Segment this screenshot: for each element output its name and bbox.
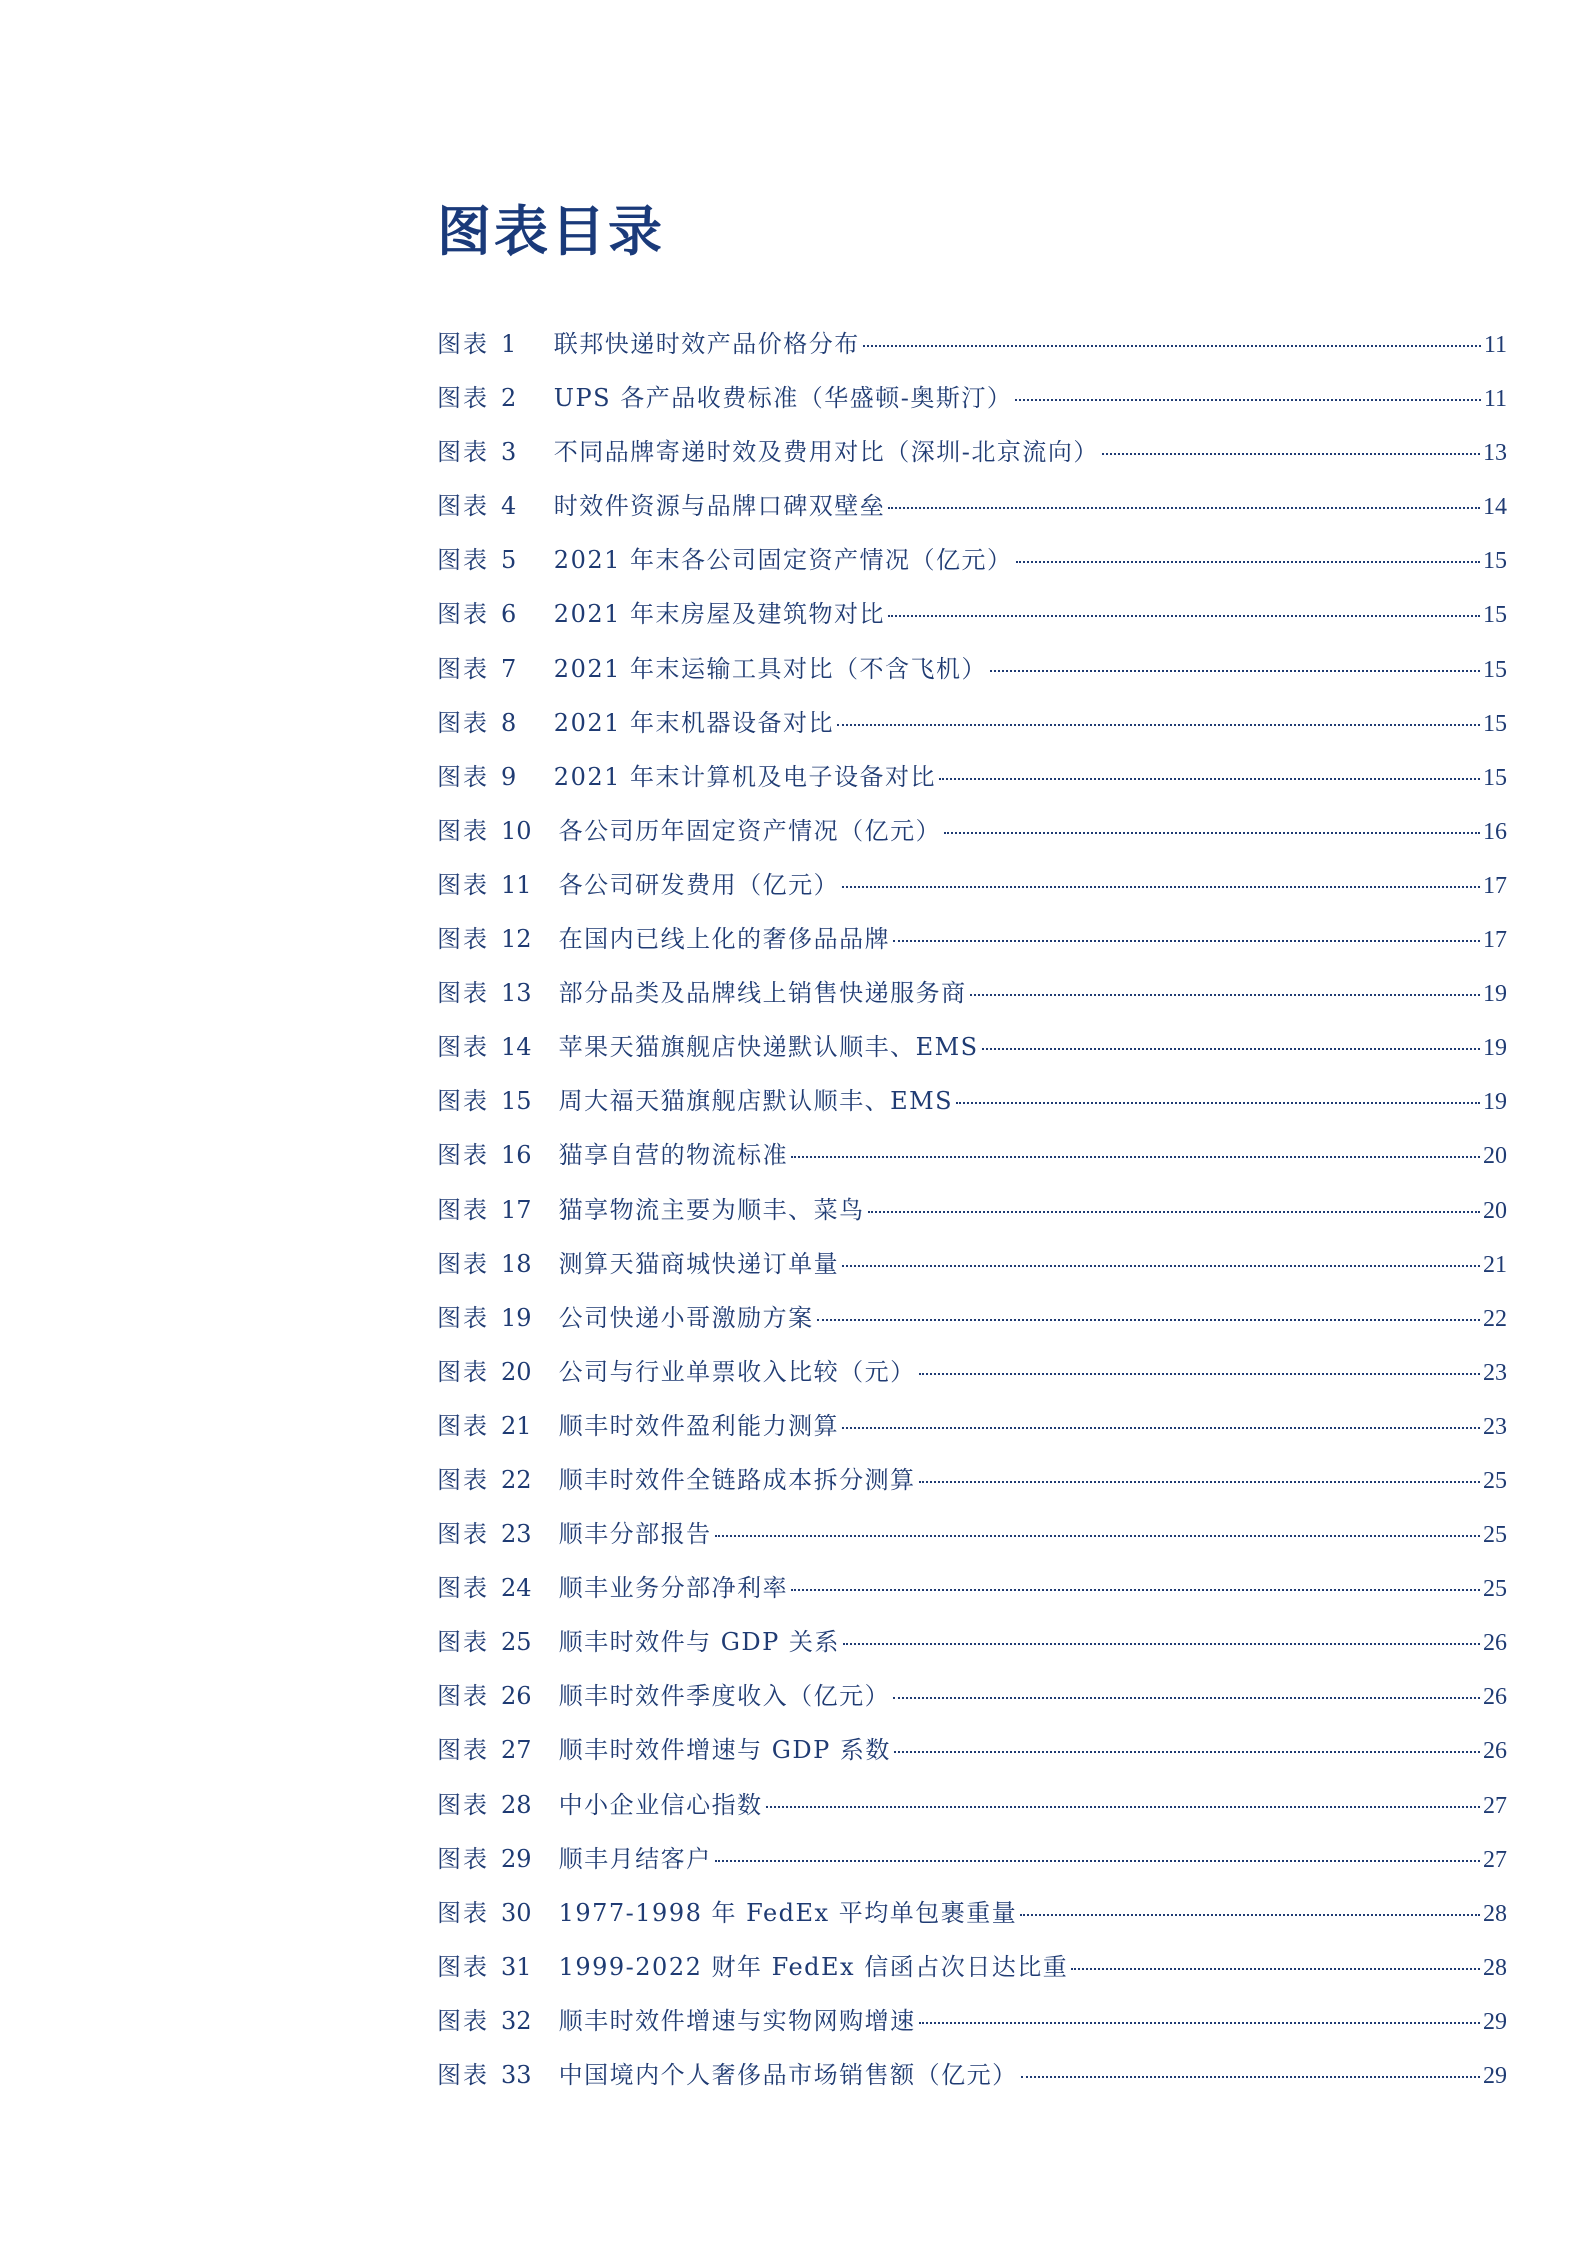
entry-page-number: 23 xyxy=(1483,1413,1507,1440)
toc-entry[interactable] xyxy=(437,378,1507,432)
entry-label: 图表 xyxy=(437,1249,489,1278)
entry-label: 图表 xyxy=(437,708,489,737)
entry-number: 9 xyxy=(501,762,517,791)
entry-label: 图表 xyxy=(437,1790,489,1819)
toc-entry[interactable] xyxy=(437,324,1507,378)
entry-number: 12 xyxy=(501,925,532,954)
toc-entry[interactable] xyxy=(437,865,1507,919)
toc-entry[interactable] xyxy=(437,2055,1507,2109)
entry-title: 苹果天猫旗舰店快递默认顺丰、EMS xyxy=(558,1033,979,1062)
entry-label: 图表 xyxy=(437,1574,489,1603)
entry-page-number: 21 xyxy=(1483,1251,1507,1278)
entry-number: 20 xyxy=(501,1357,532,1386)
toc-entry[interactable] xyxy=(437,1676,1507,1730)
dot-leader xyxy=(956,1102,1480,1104)
entry-title: 部分品类及品牌线上销售快递服务商 xyxy=(558,979,967,1008)
entry-number: 14 xyxy=(501,1033,532,1062)
entry-label: 图表 xyxy=(437,1087,489,1116)
entry-number: 4 xyxy=(501,492,517,521)
entry-number: 6 xyxy=(501,600,517,629)
entry-page-number: 15 xyxy=(1483,602,1507,629)
toc-entry[interactable] xyxy=(437,1081,1507,1135)
toc-entry[interactable] xyxy=(437,757,1507,811)
entry-number: 2 xyxy=(501,384,517,413)
entry-title: 时效件资源与品牌口碑双壁垒 xyxy=(553,492,886,521)
dot-leader xyxy=(919,2022,1480,2024)
entry-title: 猫享物流主要为顺丰、菜鸟 xyxy=(558,1195,865,1224)
toc-entry[interactable] xyxy=(437,1406,1507,1460)
entry-title: 顺丰业务分部净利率 xyxy=(558,1574,789,1603)
entry-label: 图表 xyxy=(437,1736,489,1765)
entry-page-number: 11 xyxy=(1483,332,1507,358)
toc-entry[interactable] xyxy=(437,1298,1507,1352)
dot-leader xyxy=(888,507,1480,509)
entry-title: 顺丰分部报告 xyxy=(558,1520,712,1549)
entry-title: 1977-1998 年 FedEx 平均单包裹重量 xyxy=(558,1898,1018,1927)
entry-title: 各公司历年固定资产情况（亿元） xyxy=(558,816,942,845)
entry-label: 图表 xyxy=(437,1628,489,1657)
dot-leader xyxy=(944,832,1480,834)
entry-page-number: 19 xyxy=(1483,1035,1507,1062)
dot-leader xyxy=(842,1265,1480,1267)
entry-page-number: 26 xyxy=(1483,1630,1507,1657)
dot-leader xyxy=(970,994,1480,996)
entry-number: 27 xyxy=(501,1736,532,1765)
entry-label: 图表 xyxy=(437,1952,489,1981)
dot-leader xyxy=(919,1373,1480,1375)
entry-page-number: 26 xyxy=(1483,1738,1507,1765)
entry-title: 各公司研发费用（亿元） xyxy=(558,870,840,899)
entry-number: 28 xyxy=(501,1790,532,1819)
entry-label: 图表 xyxy=(437,330,489,358)
entry-label: 图表 xyxy=(437,816,489,845)
entry-title: 2021 年末各公司固定资产情况（亿元） xyxy=(553,546,1013,575)
toc-entry[interactable] xyxy=(437,919,1507,973)
dot-leader xyxy=(893,940,1480,942)
entry-title: 公司与行业单票收入比较（元） xyxy=(558,1357,916,1386)
entry-number: 26 xyxy=(501,1682,532,1711)
dot-leader xyxy=(888,615,1480,617)
dot-leader xyxy=(766,1806,1480,1808)
entry-page-number: 15 xyxy=(1483,764,1507,791)
entry-title: 顺丰时效件全链路成本拆分测算 xyxy=(558,1465,916,1494)
entry-number: 33 xyxy=(501,2061,532,2089)
dot-leader xyxy=(817,1319,1480,1321)
entry-page-number: 16 xyxy=(1483,818,1507,845)
entry-page-number: 19 xyxy=(1483,981,1507,1008)
entry-page-number: 17 xyxy=(1483,927,1507,954)
entry-number: 22 xyxy=(501,1465,532,1494)
entry-number: 32 xyxy=(501,2006,532,2035)
entry-page-number: 15 xyxy=(1483,656,1507,683)
entry-label: 图表 xyxy=(437,1357,489,1386)
entry-number: 1 xyxy=(501,330,517,358)
dot-leader xyxy=(715,1860,1480,1862)
entry-title: 2021 年末机器设备对比 xyxy=(553,708,835,737)
toc-entry[interactable] xyxy=(437,594,1507,648)
toc-entry[interactable] xyxy=(437,1622,1507,1676)
dot-leader xyxy=(1020,1914,1480,1916)
entry-label: 图表 xyxy=(437,870,489,899)
dot-leader xyxy=(894,1751,1480,1753)
entry-number: 13 xyxy=(501,979,532,1008)
entry-number: 23 xyxy=(501,1520,532,1549)
entry-title: 联邦快递时效产品价格分布 xyxy=(553,330,860,358)
entry-label: 图表 xyxy=(437,2006,489,2035)
dot-leader xyxy=(919,1481,1480,1483)
entry-page-number: 11 xyxy=(1483,386,1507,413)
entry-label: 图表 xyxy=(437,762,489,791)
entry-title: 不同品牌寄递时效及费用对比（深圳-北京流向） xyxy=(553,438,1099,467)
dot-leader xyxy=(1021,2076,1480,2078)
toc-entry[interactable] xyxy=(437,703,1507,757)
toc-entry[interactable] xyxy=(437,1785,1507,1839)
entry-page-number: 15 xyxy=(1483,710,1507,737)
entry-title: 顺丰时效件增速与 GDP 系数 xyxy=(558,1736,891,1765)
entry-page-number: 13 xyxy=(1483,440,1507,467)
figure-list xyxy=(437,324,1507,2109)
entry-label: 图表 xyxy=(437,1411,489,1440)
entry-label: 图表 xyxy=(437,1898,489,1927)
toc-entry[interactable] xyxy=(437,1514,1507,1568)
toc-entry[interactable] xyxy=(437,973,1507,1027)
dot-leader xyxy=(837,724,1480,726)
entry-number: 17 xyxy=(501,1195,532,1224)
dot-leader xyxy=(990,670,1480,672)
entry-number: 15 xyxy=(501,1087,532,1116)
toc-entry[interactable] xyxy=(437,1135,1507,1189)
entry-page-number: 29 xyxy=(1483,2063,1507,2089)
toc-entry[interactable] xyxy=(437,1244,1507,1298)
entry-number: 25 xyxy=(501,1628,532,1657)
entry-page-number: 25 xyxy=(1483,1522,1507,1549)
entry-number: 19 xyxy=(501,1303,532,1332)
entry-number: 30 xyxy=(501,1898,532,1927)
entry-page-number: 27 xyxy=(1483,1846,1507,1873)
dot-leader xyxy=(1015,399,1481,401)
entry-page-number: 20 xyxy=(1483,1143,1507,1170)
entry-page-number: 26 xyxy=(1483,1684,1507,1711)
entry-page-number: 17 xyxy=(1483,872,1507,899)
page-title: 图表目录 xyxy=(437,200,665,263)
entry-number: 31 xyxy=(501,1952,532,1981)
entry-label: 图表 xyxy=(437,2061,489,2089)
entry-number: 21 xyxy=(501,1411,532,1440)
entry-label: 图表 xyxy=(437,1682,489,1711)
toc-entry[interactable] xyxy=(437,1730,1507,1784)
entry-number: 16 xyxy=(501,1141,532,1170)
entry-title: 2021 年末运输工具对比（不含飞机） xyxy=(553,654,988,683)
entry-label: 图表 xyxy=(437,438,489,467)
entry-title: 公司快递小哥激励方案 xyxy=(558,1303,814,1332)
entry-number: 5 xyxy=(501,546,517,575)
dot-leader xyxy=(842,886,1480,888)
entry-label: 图表 xyxy=(437,600,489,629)
entry-page-number: 19 xyxy=(1483,1089,1507,1116)
entry-label: 图表 xyxy=(437,1033,489,1062)
toc-entry[interactable] xyxy=(437,2001,1507,2055)
entry-title: 猫享自营的物流标准 xyxy=(558,1141,789,1170)
entry-title: UPS 各产品收费标准（华盛顿-奥斯汀） xyxy=(553,384,1013,413)
entry-title: 顺丰月结客户 xyxy=(558,1844,712,1873)
entry-number: 8 xyxy=(501,708,517,737)
entry-label: 图表 xyxy=(437,546,489,575)
dot-leader xyxy=(868,1211,1480,1213)
entry-number: 3 xyxy=(501,438,517,467)
entry-label: 图表 xyxy=(437,1195,489,1224)
entry-title: 测算天猫商城快递订单量 xyxy=(558,1249,840,1278)
entry-page-number: 14 xyxy=(1483,494,1507,521)
entry-label: 图表 xyxy=(437,1465,489,1494)
dot-leader xyxy=(843,1643,1480,1645)
entry-page-number: 29 xyxy=(1483,2008,1507,2035)
entry-title: 顺丰时效件增速与实物网购增速 xyxy=(558,2006,916,2035)
entry-page-number: 28 xyxy=(1483,1954,1507,1981)
entry-label: 图表 xyxy=(437,1303,489,1332)
entry-title: 2021 年末计算机及电子设备对比 xyxy=(553,762,937,791)
toc-entry[interactable] xyxy=(437,1947,1507,2001)
toc-entry[interactable] xyxy=(437,486,1507,540)
entry-number: 7 xyxy=(501,654,517,683)
entry-title: 顺丰时效件季度收入（亿元） xyxy=(558,1682,891,1711)
toc-entry[interactable] xyxy=(437,1190,1507,1244)
entry-label: 图表 xyxy=(437,925,489,954)
entry-title: 2021 年末房屋及建筑物对比 xyxy=(553,600,886,629)
entry-label: 图表 xyxy=(437,654,489,683)
entry-page-number: 22 xyxy=(1483,1305,1507,1332)
entry-label: 图表 xyxy=(437,1520,489,1549)
toc-entry[interactable] xyxy=(437,1839,1507,1893)
entry-label: 图表 xyxy=(437,1141,489,1170)
entry-title: 中国境内个人奢侈品市场销售额（亿元） xyxy=(558,2061,1018,2089)
entry-page-number: 28 xyxy=(1483,1900,1507,1927)
toc-entry[interactable] xyxy=(437,432,1507,486)
toc-entry[interactable] xyxy=(437,1568,1507,1622)
entry-label: 图表 xyxy=(437,492,489,521)
dot-leader xyxy=(1016,561,1480,563)
dot-leader xyxy=(842,1427,1480,1429)
entry-number: 24 xyxy=(501,1574,532,1603)
entry-page-number: 25 xyxy=(1483,1576,1507,1603)
toc-entry[interactable] xyxy=(437,1027,1507,1081)
entry-title: 在国内已线上化的奢侈品品牌 xyxy=(558,925,891,954)
entry-page-number: 25 xyxy=(1483,1467,1507,1494)
toc-entry[interactable] xyxy=(437,811,1507,865)
toc-entry[interactable] xyxy=(437,1893,1507,1947)
toc-entry[interactable] xyxy=(437,649,1507,703)
entry-title: 1999-2022 财年 FedEx 信函占次日达比重 xyxy=(558,1952,1069,1981)
entry-page-number: 15 xyxy=(1483,548,1507,575)
entry-page-number: 27 xyxy=(1483,1792,1507,1819)
dot-leader xyxy=(1071,1968,1480,1970)
dot-leader xyxy=(982,1048,1480,1050)
entry-page-number: 20 xyxy=(1483,1197,1507,1224)
dot-leader xyxy=(791,1156,1480,1158)
toc-entry[interactable] xyxy=(437,540,1507,594)
dot-leader xyxy=(939,778,1480,780)
entry-number: 11 xyxy=(501,870,532,899)
entry-number: 29 xyxy=(501,1844,532,1873)
entry-title: 中小企业信心指数 xyxy=(558,1790,763,1819)
dot-leader xyxy=(1102,453,1480,455)
entry-label: 图表 xyxy=(437,1844,489,1873)
dot-leader xyxy=(791,1589,1480,1591)
entry-title: 周大福天猫旗舰店默认顺丰、EMS xyxy=(558,1087,954,1116)
entry-title: 顺丰时效件与 GDP 关系 xyxy=(558,1628,840,1657)
entry-number: 18 xyxy=(501,1249,532,1278)
entry-page-number: 23 xyxy=(1483,1359,1507,1386)
toc-entry[interactable] xyxy=(437,1460,1507,1514)
entry-title: 顺丰时效件盈利能力测算 xyxy=(558,1411,840,1440)
toc-entry[interactable] xyxy=(437,1352,1507,1406)
dot-leader xyxy=(715,1535,1480,1537)
entry-number: 10 xyxy=(501,816,532,845)
dot-leader xyxy=(893,1697,1480,1699)
entry-label: 图表 xyxy=(437,384,489,413)
entry-label: 图表 xyxy=(437,979,489,1008)
dot-leader xyxy=(863,345,1481,347)
